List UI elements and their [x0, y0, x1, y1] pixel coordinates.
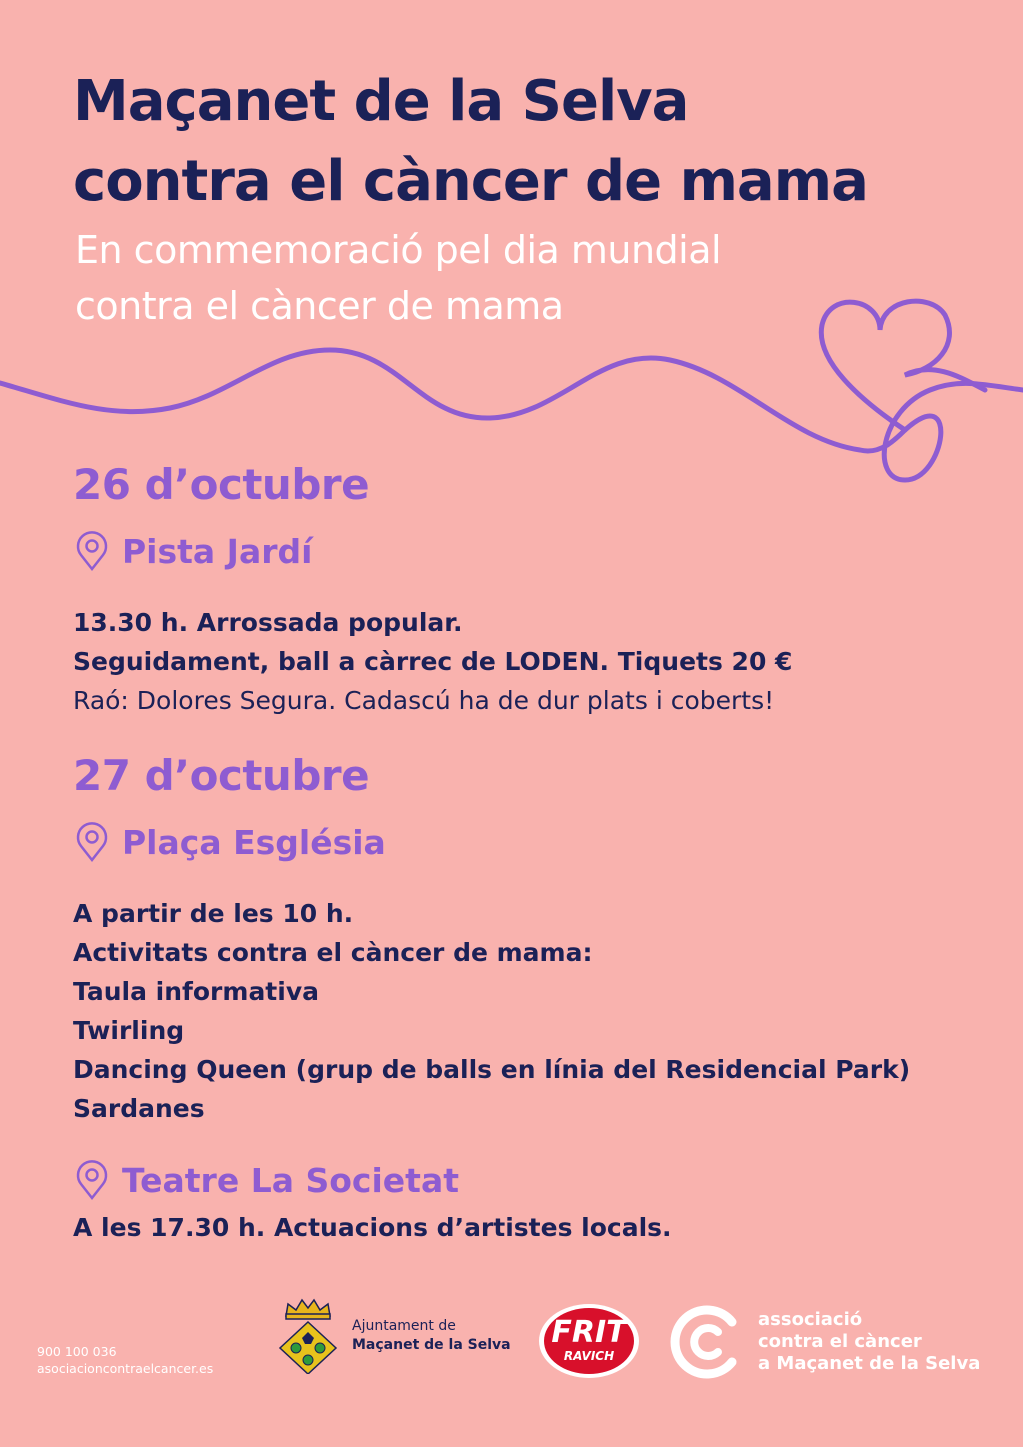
location-pin-icon: [72, 530, 112, 572]
subtitle-line-2: contra el càncer de mama: [75, 284, 564, 328]
association-line-2: contra el càncer: [758, 1331, 922, 1352]
day2-line-2: Activitats contra el càncer de mama:: [73, 938, 593, 967]
location-pin-icon: [72, 1159, 112, 1201]
phone-number: 900 100 036: [37, 1344, 117, 1359]
ravich-text: RAVICH: [563, 1349, 615, 1363]
day2-line-3: Taula informativa: [73, 977, 319, 1006]
ajuntament-line-2: Maçanet de la Selva: [352, 1337, 511, 1353]
day2-date: 27 d’octubre: [73, 751, 370, 800]
day1-location-name: Pista Jardí: [122, 531, 313, 571]
ajuntament-line-1: Ajuntament de: [352, 1318, 456, 1334]
day2-location-2: [72, 1159, 459, 1201]
association-line-3: a Maçanet de la Selva: [758, 1353, 981, 1374]
association-c-icon: [670, 1304, 746, 1380]
day2-location-name: Plaça Església: [122, 822, 386, 862]
day2-line-5: Dancing Queen (grup de balls en línia del Residencial Park): [73, 1055, 911, 1084]
day2-line-1: A partir de les 10 h.: [73, 899, 354, 928]
day2-location-2-name: Teatre La Societat: [122, 1160, 459, 1200]
day2-location-2-line: A les 17.30 h. Actuacions d’artistes locals.: [73, 1213, 672, 1242]
location-pin-icon: [72, 821, 112, 863]
frit-text: FRIT: [551, 1315, 627, 1350]
association-logo: [670, 1304, 980, 1380]
day1-line-1: 13.30 h. Arrossada popular.: [73, 608, 463, 637]
day1-line-3: Raó: Dolores Segura. Cadascú ha de dur plats i coberts!: [73, 686, 775, 715]
title-line-1: Maçanet de la Selva: [73, 69, 689, 134]
contact-info: [37, 1343, 213, 1377]
day2-location: [72, 821, 386, 863]
association-name: [758, 1309, 980, 1375]
frit-ravich-logo: [537, 1302, 641, 1380]
day1-date: 26 d’octubre: [73, 460, 370, 509]
ajuntament-logo: [278, 1298, 511, 1374]
coat-of-arms-icon: [278, 1298, 338, 1374]
day2-details: [73, 894, 910, 1128]
day1-location: [72, 530, 312, 572]
association-line-1: associació: [758, 1309, 863, 1330]
website: asociacioncontraelcancer.es: [37, 1361, 214, 1376]
day2-line-4: Twirling: [73, 1016, 185, 1045]
day1-line-2: Seguidament, ball a càrrec de LODEN. Tiquets 20 €: [73, 647, 793, 676]
title-line-2: contra el càncer de mama: [73, 149, 868, 214]
day2-line-6: Sardanes: [73, 1094, 205, 1123]
day1-details: [73, 603, 792, 720]
ajuntament-name: [352, 1317, 511, 1355]
subtitle-line-1: En commemoració pel dia mundial: [75, 228, 722, 272]
page-title: [73, 62, 993, 222]
